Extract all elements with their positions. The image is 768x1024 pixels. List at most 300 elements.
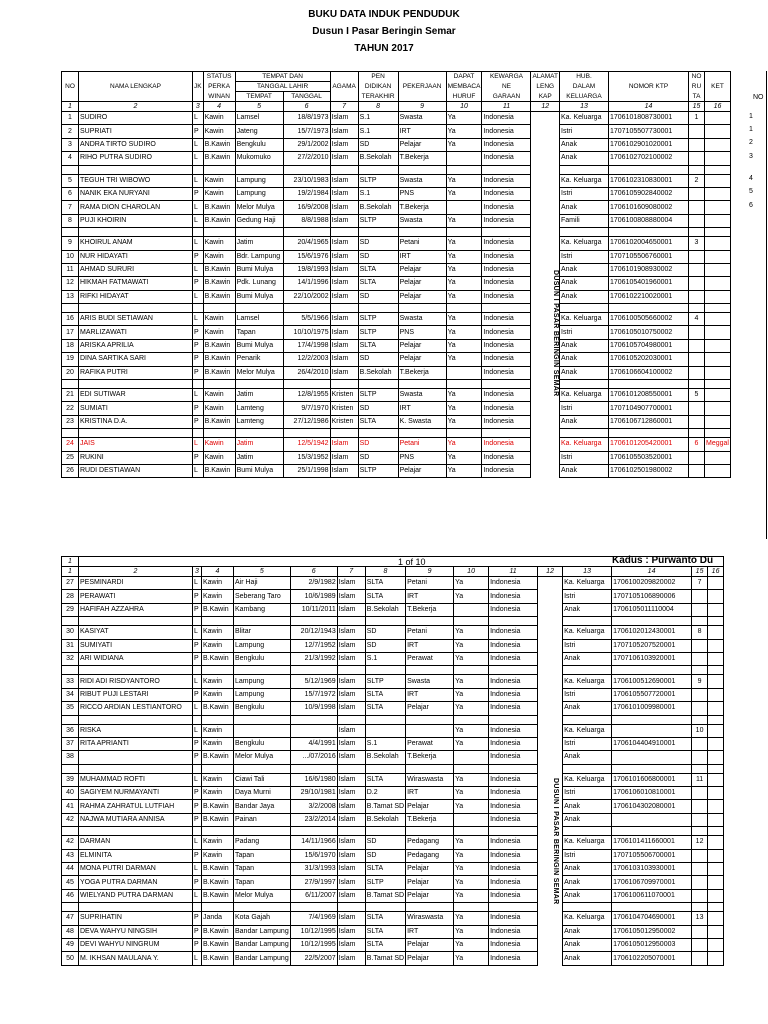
row-pendidikan: SLTP — [365, 876, 405, 889]
row-tanggal: 27/2/2010 — [283, 152, 330, 165]
row-noruta — [692, 787, 708, 800]
row-nama: KASIYAT — [79, 626, 193, 639]
row-jk: L — [193, 237, 204, 250]
row-kewarganegaraan: Indonesia — [489, 724, 538, 737]
row-tanggal: 5/12/1969 — [290, 675, 337, 688]
row-ktp: 1706100505660002 — [609, 313, 689, 326]
row-no: 35 — [62, 702, 79, 715]
blank-cell — [689, 380, 705, 389]
row-tanggal: 22/10/2002 — [283, 290, 330, 303]
row-pendidikan: SD — [365, 836, 405, 849]
row-no: 33 — [62, 675, 79, 688]
row-jk: P — [193, 590, 202, 603]
row-hubungan: Anak — [560, 415, 609, 428]
blank-cell — [234, 617, 291, 626]
row-membaca: Ya — [454, 639, 489, 652]
row-status: B.Kawin — [202, 813, 234, 826]
row-nama: MUHAMMAD ROFTI — [79, 773, 193, 786]
row-status: Kawin — [203, 112, 235, 125]
row-status: B.Kawin — [202, 938, 234, 951]
row-tanggal: 22/5/2007 — [290, 952, 337, 965]
blank-cell — [193, 228, 204, 237]
row-status: B.Kawin — [203, 339, 235, 352]
row-ket — [705, 187, 731, 200]
row-alamat — [538, 603, 563, 616]
row-ktp: 1706102004650001 — [609, 237, 689, 250]
row-hubungan: Istri — [560, 326, 609, 339]
row-pendidikan: S.1 — [365, 652, 405, 665]
row-noruta — [689, 326, 705, 339]
outside-row-number: 1 — [749, 125, 753, 133]
row-kewarganegaraan: Indonesia — [482, 451, 531, 464]
blank-cell — [234, 764, 291, 773]
row-jk: P — [193, 688, 202, 701]
row-membaca: Ya — [446, 353, 482, 366]
column-index-cell: 13 — [563, 567, 612, 577]
row-pekerjaan: T.Bekerja — [406, 751, 454, 764]
row-alamat — [538, 751, 563, 764]
row-status: B.Kawin — [203, 263, 235, 276]
blank-cell — [62, 429, 79, 438]
row-kewarganegaraan: Indonesia — [482, 125, 531, 138]
row-tempat — [234, 724, 291, 737]
row-ktp: 1706104704690001 — [612, 912, 692, 925]
row-noruta — [692, 800, 708, 813]
column-index-cell: 13 — [560, 102, 609, 112]
row-tempat: Bengkulu — [234, 737, 291, 750]
row-hubungan: Anak — [560, 353, 609, 366]
row-agama: Islam — [337, 813, 365, 826]
row-kewarganegaraan: Indonesia — [482, 366, 531, 379]
row-pekerjaan: Pelajar — [398, 138, 446, 151]
blank-row — [62, 429, 731, 438]
row-nama: MONA PUTRI DARMAN — [79, 863, 193, 876]
row-agama: Islam — [337, 737, 365, 750]
column-index-cell: 11 — [489, 567, 538, 577]
row-ket — [708, 724, 724, 737]
row-tanggal: 10/12/1995 — [290, 925, 337, 938]
row-no: 42 — [62, 813, 79, 826]
blank-cell — [689, 429, 705, 438]
row-kewarganegaraan: Indonesia — [489, 603, 538, 616]
blank-cell — [193, 304, 204, 313]
row-hubungan: Ka. Keluarga — [563, 675, 612, 688]
row-pekerjaan: IRT — [406, 925, 454, 938]
row-membaca: Ya — [454, 836, 489, 849]
doc-title: BUKU DATA INDUK PENDUDUK — [308, 9, 460, 20]
column-index-cell: 6 — [290, 567, 337, 577]
row-nama: ANDRA TIRTO SUDIRO — [79, 138, 193, 151]
blank-cell — [337, 764, 365, 773]
row-noruta — [692, 863, 708, 876]
row-tempat: Lamsel — [235, 112, 283, 125]
row-tanggal: 21/3/1992 — [290, 652, 337, 665]
row-kewarganegaraan: Indonesia — [489, 787, 538, 800]
row-alamat — [538, 590, 563, 603]
row-agama: Islam — [337, 751, 365, 764]
row-hubungan: Ka. Keluarga — [563, 773, 612, 786]
blank-cell — [79, 429, 193, 438]
row-jk: L — [193, 389, 204, 402]
row-kewarganegaraan: Indonesia — [489, 889, 538, 902]
row-jk: L — [193, 263, 204, 276]
row-status: Kawin — [202, 849, 234, 862]
blank-row — [62, 380, 731, 389]
row-pekerjaan: Perawat — [406, 737, 454, 750]
blank-cell — [406, 715, 454, 724]
blank-cell — [563, 715, 612, 724]
row-ket — [708, 675, 724, 688]
row-ket — [708, 688, 724, 701]
row-tempat: Penarik — [235, 353, 283, 366]
table-row — [62, 187, 731, 200]
row-agama: Islam — [337, 675, 365, 688]
row-tanggal: 29/1/2002 — [283, 138, 330, 151]
row-tempat: Lampung — [234, 688, 291, 701]
blank-cell — [489, 903, 538, 912]
row-ktp — [612, 724, 692, 737]
row-status: Kawin — [202, 626, 234, 639]
row-hubungan: Anak — [560, 366, 609, 379]
blank-cell — [612, 617, 692, 626]
row-nama: RIFKI HIDAYAT — [79, 290, 193, 303]
row-noruta: 10 — [692, 724, 708, 737]
outside-row-number: 4 — [749, 175, 753, 183]
blank-cell — [365, 764, 405, 773]
row-pekerjaan: T.Bekerja — [406, 813, 454, 826]
row-status: Janda — [202, 912, 234, 925]
row-membaca: Ya — [446, 138, 482, 151]
row-ket — [708, 787, 724, 800]
column-index-cell: 1 — [62, 567, 79, 577]
row-kewarganegaraan: Indonesia — [482, 250, 531, 263]
row-tempat: Jatim — [235, 237, 283, 250]
row-ktp: 1706102702100002 — [609, 152, 689, 165]
row-ktp: 1707106103920001 — [612, 652, 692, 665]
row-tempat: Kota Gajah — [234, 912, 291, 925]
row-tanggal: 2/9/1982 — [290, 577, 337, 590]
row-pendidikan: SLTA — [358, 415, 398, 428]
table-row — [62, 290, 731, 303]
row-membaca: Ya — [446, 451, 482, 464]
blank-cell — [290, 617, 337, 626]
row-status: Kawin — [202, 773, 234, 786]
row-jk: P — [193, 876, 202, 889]
row-membaca: Ya — [454, 652, 489, 665]
row-hubungan: Anak — [563, 876, 612, 889]
row-tanggal: 12/7/1952 — [290, 639, 337, 652]
row-status: Kawin — [203, 389, 235, 402]
row-no: 46 — [62, 889, 79, 902]
blank-cell — [193, 827, 202, 836]
blank-cell — [560, 165, 609, 174]
row-membaca: Ya — [454, 952, 489, 965]
row-agama: Islam — [337, 889, 365, 902]
row-membaca: Ya — [454, 626, 489, 639]
row-ket — [708, 577, 724, 590]
row-agama: Islam — [330, 464, 358, 477]
row-tempat: Melor Mulya — [235, 366, 283, 379]
outside-row-number: 5 — [749, 188, 753, 196]
hdr-ttl: TEMPAT DAN — [235, 72, 330, 82]
blank-cell — [708, 715, 724, 724]
row-alamat — [538, 912, 563, 925]
row-tanggal: 15/6/1970 — [290, 849, 337, 862]
hdr-ttl-2: TANGGAL LAHIR — [235, 82, 330, 92]
blank-cell — [560, 380, 609, 389]
row-nama: RAHMA ZAHRATUL LUTFIAH — [79, 800, 193, 813]
row-tanggal: 4/4/1991 — [290, 737, 337, 750]
row-jk: P — [193, 912, 202, 925]
row-no: 48 — [62, 925, 79, 938]
table-row — [62, 952, 724, 965]
row-ktp — [612, 751, 692, 764]
row-ket — [708, 925, 724, 938]
column-index-cell: 12 — [538, 567, 563, 577]
row-pendidikan: SLTA — [365, 688, 405, 701]
row-kewarganegaraan: Indonesia — [489, 800, 538, 813]
blank-cell — [612, 764, 692, 773]
blank-cell — [692, 903, 708, 912]
row-tempat: Lamteng — [235, 402, 283, 415]
row-tanggal: 14/1/1996 — [283, 277, 330, 290]
row-hubungan: Anak — [560, 201, 609, 214]
row-nama: SUMIATI — [79, 402, 193, 415]
row-pendidikan: SLTA — [365, 938, 405, 951]
row-ket — [708, 952, 724, 965]
row-hubungan: Istri — [560, 250, 609, 263]
row-tanggal: 12/2/2003 — [283, 353, 330, 366]
row-agama: Islam — [337, 724, 365, 737]
row-pekerjaan: Pedagang — [406, 849, 454, 862]
blank-cell — [689, 165, 705, 174]
row-status: B.Kawin — [202, 889, 234, 902]
column-index-cell: 4 — [202, 567, 234, 577]
row-noruta — [689, 366, 705, 379]
column-index-cell: 15 — [689, 102, 705, 112]
blank-cell — [235, 304, 283, 313]
row-pendidikan: SD — [358, 402, 398, 415]
row-pendidikan: B.Tamat SD — [365, 889, 405, 902]
row-status: B.Kawin — [202, 603, 234, 616]
row-status: B.Kawin — [203, 138, 235, 151]
row-status: Kawin — [203, 451, 235, 464]
row-membaca: Ya — [446, 389, 482, 402]
table-row — [62, 152, 731, 165]
row-ktp: 1706106010810001 — [612, 787, 692, 800]
row-nama: HAFIFAH AZZAHRA — [79, 603, 193, 616]
row-hubungan: Famili — [560, 214, 609, 227]
row-ket — [708, 849, 724, 862]
column-index-row — [62, 567, 724, 577]
row-pekerjaan: Swasta — [398, 174, 446, 187]
row-jk: L — [193, 174, 204, 187]
row-tanggal: 10/11/2011 — [290, 603, 337, 616]
table-row — [62, 389, 731, 402]
row-agama: Islam — [330, 201, 358, 214]
table-row — [62, 876, 724, 889]
row-ktp: 1706101205420001 — [609, 438, 689, 451]
row-tanggal: .../07/2016 — [290, 751, 337, 764]
blank-cell — [234, 903, 291, 912]
row-kewarganegaraan: Indonesia — [482, 263, 531, 276]
row-agama: Islam — [330, 339, 358, 352]
row-tanggal: 10/9/1998 — [290, 702, 337, 715]
blank-row — [62, 666, 724, 675]
hdr-no: NO — [62, 72, 79, 102]
blank-cell — [193, 165, 204, 174]
row-status: B.Kawin — [202, 751, 234, 764]
blank-cell — [234, 827, 291, 836]
row-pekerjaan: Pedagang — [406, 836, 454, 849]
row-pendidikan: SD — [365, 639, 405, 652]
table-row — [62, 415, 731, 428]
row-tempat: Tapan — [234, 849, 291, 862]
row-nama: DINA SARTIKA SARI — [79, 353, 193, 366]
table-row — [62, 800, 724, 813]
blank-cell — [538, 666, 563, 675]
row-ktp: 1706104302080001 — [612, 800, 692, 813]
row-pendidikan: SLTA — [365, 773, 405, 786]
row-membaca: Ya — [454, 912, 489, 925]
row-pendidikan: SLTA — [365, 702, 405, 715]
row-status: B.Kawin — [203, 366, 235, 379]
row-pekerjaan: IRT — [406, 590, 454, 603]
row-hubungan: Istri — [560, 451, 609, 464]
row-hubungan: Anak — [563, 813, 612, 826]
row-noruta — [692, 737, 708, 750]
outside-row-number: 1 — [749, 112, 753, 120]
row-nama: EDI SUTIWAR — [79, 389, 193, 402]
row-hubungan: Istri — [560, 125, 609, 138]
row-jk: L — [193, 724, 202, 737]
hdr-dapat: DAPAT — [446, 72, 482, 82]
table-row — [62, 402, 731, 415]
row-nama: MARLIZAWATI — [79, 326, 193, 339]
row-tempat: Bumi Mulya — [235, 464, 283, 477]
hdr-hub-2: DALAM — [560, 82, 609, 92]
row-kewarganegaraan: Indonesia — [489, 912, 538, 925]
row-pekerjaan: T.Bekerja — [406, 603, 454, 616]
blank-cell — [689, 304, 705, 313]
blank-cell — [337, 666, 365, 675]
hdr-pekerjaan: PEKERJAAN — [398, 72, 446, 102]
row-noruta: 3 — [689, 237, 705, 250]
register-table-1 — [61, 71, 731, 478]
row-alamat — [538, 626, 563, 639]
row-jk: L — [193, 626, 202, 639]
blank-cell — [454, 715, 489, 724]
blank-cell — [454, 617, 489, 626]
row-no: 44 — [62, 863, 79, 876]
blank-cell — [692, 617, 708, 626]
row-noruta — [689, 451, 705, 464]
row-hubungan: Anak — [563, 938, 612, 951]
blank-cell — [612, 715, 692, 724]
row-tanggal: 15/3/1952 — [283, 451, 330, 464]
row-ket — [705, 402, 731, 415]
row-ktp: 1706105902840002 — [609, 187, 689, 200]
blank-cell — [79, 715, 193, 724]
blank-cell — [705, 228, 731, 237]
row-no: 39 — [62, 773, 79, 786]
row-tanggal — [290, 724, 337, 737]
row-tempat: Kambang — [234, 603, 291, 616]
row-pekerjaan: Pelajar — [398, 339, 446, 352]
blank-cell — [406, 617, 454, 626]
row-membaca — [446, 152, 482, 165]
row-hubungan: Anak — [563, 603, 612, 616]
row-ktp: 1707104907700001 — [609, 402, 689, 415]
row-nama: SUMIYATI — [79, 639, 193, 652]
blank-cell — [692, 827, 708, 836]
row-noruta — [689, 464, 705, 477]
row-ktp: 1706105202030001 — [609, 353, 689, 366]
table-row — [62, 464, 731, 477]
row-tanggal: 6/11/2007 — [290, 889, 337, 902]
row-agama: Islam — [337, 577, 365, 590]
blank-cell — [708, 827, 724, 836]
column-index-cell: 11 — [482, 102, 531, 112]
row-tempat: Lamteng — [235, 415, 283, 428]
blank-cell — [612, 827, 692, 836]
row-pekerjaan: Perawat — [406, 652, 454, 665]
row-tempat: Bandar Lampung — [234, 925, 291, 938]
row-ket — [708, 836, 724, 849]
row-nama: SUPRIHATIN — [79, 912, 193, 925]
row-membaca: Ya — [454, 675, 489, 688]
row-pekerjaan: Swasta — [398, 214, 446, 227]
row-status: B.Kawin — [202, 800, 234, 813]
row-pendidikan: SD — [365, 626, 405, 639]
row-nama: ELMINITA — [79, 849, 193, 862]
blank-cell — [563, 617, 612, 626]
hdr-dapat-3: HURUF — [446, 92, 482, 102]
row-ktp: 1706105507720001 — [612, 688, 692, 701]
row-tempat: Jateng — [235, 125, 283, 138]
row-tanggal: 15/6/1976 — [283, 250, 330, 263]
row-agama: Islam — [337, 639, 365, 652]
row-ket: Meggal — [705, 438, 731, 451]
blank-cell — [337, 827, 365, 836]
row-ket — [705, 112, 731, 125]
row-agama: Islam — [330, 326, 358, 339]
row-no: 28 — [62, 590, 79, 603]
row-hubungan: Ka. Keluarga — [560, 438, 609, 451]
blank-cell — [290, 715, 337, 724]
blank-cell — [193, 764, 202, 773]
row-nama: NUR HIDAYATI — [79, 250, 193, 263]
blank-cell — [79, 380, 193, 389]
row-hubungan: Ka. Keluarga — [560, 389, 609, 402]
row-ktp: 1706101411660001 — [612, 836, 692, 849]
row-no: 17 — [62, 326, 79, 339]
row-noruta — [689, 277, 705, 290]
row-nama: DEVA WAHYU NINGSIH — [79, 925, 193, 938]
column-index-cell: 16 — [705, 102, 731, 112]
row-ktp: 1706105010750002 — [609, 326, 689, 339]
row-ket — [708, 702, 724, 715]
row-jk: L — [193, 214, 204, 227]
row-pendidikan: B.Sekolah — [358, 201, 398, 214]
blank-cell — [337, 903, 365, 912]
row-hubungan: Istri — [560, 187, 609, 200]
row-nama: RIBUT PUJI LESTARI — [79, 688, 193, 701]
blank-cell — [446, 228, 482, 237]
row-jk: L — [193, 152, 204, 165]
row-hubungan: Anak — [563, 652, 612, 665]
hdr-warga-3: GARAAN — [482, 92, 531, 102]
